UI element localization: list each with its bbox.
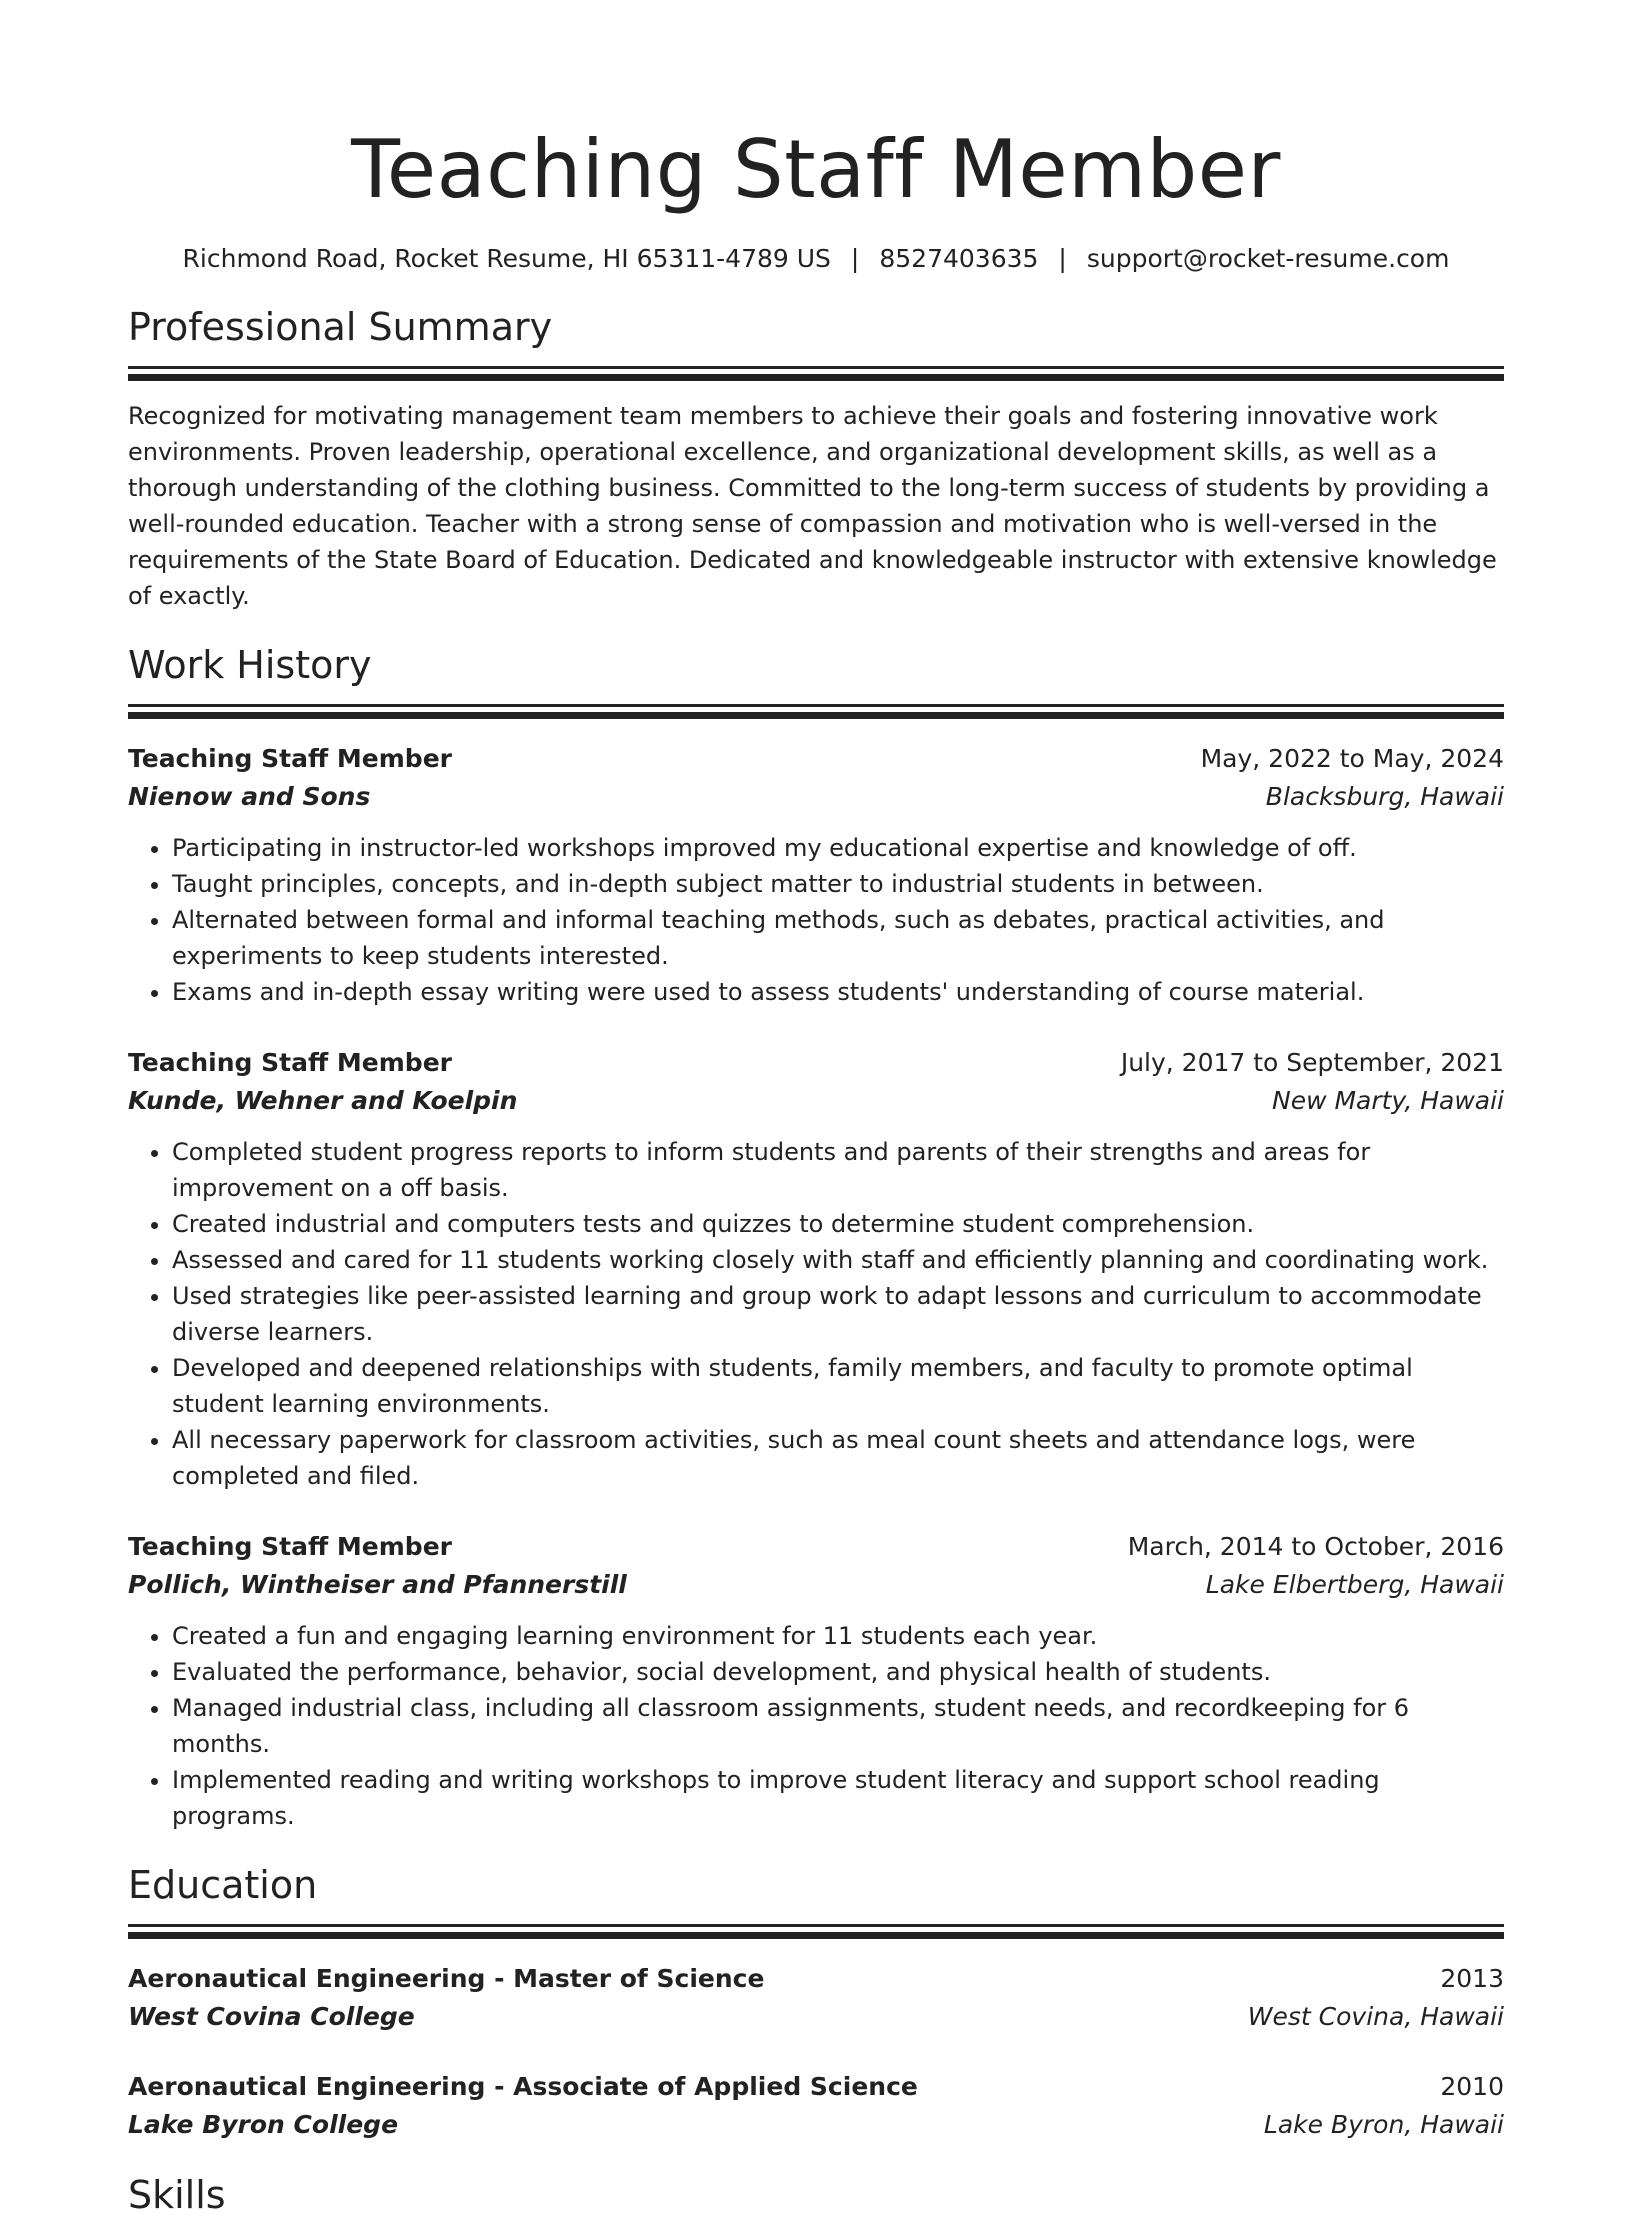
- skills-section: [128, 2170, 1504, 2220]
- job-bullet: • Implemented reading and writing workshops to improve student literacy and support school reading programs.: [172, 1762, 1504, 1834]
- job-bullet: • All necessary paperwork for classroom activities, such as meal count sheets and attendance logs, were completed and filed.: [172, 1422, 1504, 1494]
- education-school: Lake Byron College: [128, 2110, 399, 2139]
- education-section: [128, 1860, 1504, 2144]
- job-entry: [128, 740, 1504, 1010]
- job-location: Lake Elbertberg, Hawaii: [1205, 1570, 1504, 1599]
- job-dates: July, 2017 to September, 2021: [1120, 1048, 1504, 1077]
- job-dates: March, 2014 to October, 2016: [1127, 1532, 1504, 1561]
- job-bullet: • Managed industrial class, including all classroom assignments, student needs, and recordkeeping for 6 months.: [172, 1690, 1504, 1762]
- job-bullet: • Taught principles, concepts, and in-depth subject matter to industrial students in between.: [172, 866, 1504, 902]
- contact-address: Richmond Road, Rocket Resume, HI 65311-4789 US: [182, 244, 831, 273]
- job-company: Kunde, Wehner and Koelpin: [128, 1086, 518, 1115]
- contact-separator: |: [1058, 244, 1067, 273]
- job-bullet: • Completed student progress reports to inform students and parents of their strengths and areas for improvement on a off basis.: [172, 1134, 1504, 1206]
- job-bullets: [128, 830, 1504, 1010]
- job-location: New Marty, Hawaii: [1272, 1086, 1504, 1115]
- job-dates: May, 2022 to May, 2024: [1200, 744, 1504, 773]
- job-bullet: • Exams and in-depth essay writing were used to assess students' understanding of course material.: [172, 974, 1504, 1010]
- resume-name: Teaching Staff Member: [351, 123, 1281, 216]
- job-bullet: • Alternated between formal and informal teaching methods, such as debates, practical activities, and experiments to keep students interested.: [172, 902, 1504, 974]
- section-divider: [128, 366, 1504, 369]
- section-heading-education: Education: [128, 1863, 318, 1907]
- education-location: Lake Byron, Hawaii: [1263, 2110, 1504, 2139]
- job-bullets: [128, 1134, 1504, 1494]
- education-school: West Covina College: [128, 2002, 415, 2031]
- education-entry: [128, 2068, 1504, 2144]
- section-heading-skills: Skills: [128, 2173, 226, 2217]
- job-company: Nienow and Sons: [128, 782, 371, 811]
- education-degree: Aeronautical Engineering - Associate of Applied Science: [128, 2072, 918, 2101]
- section-heading-work-history: Work History: [128, 643, 372, 687]
- job-title: Teaching Staff Member: [128, 1048, 452, 1077]
- job-bullet: • Participating in instructor-led workshops improved my educational expertise and knowledge of off.: [172, 830, 1504, 866]
- education-year: 2010: [1440, 2072, 1504, 2101]
- section-heading-summary: Professional Summary: [128, 305, 553, 349]
- contact-phone: 8527403635: [879, 244, 1039, 273]
- job-bullet: • Evaluated the performance, behavior, social development, and physical health of students.: [172, 1654, 1504, 1690]
- work-history-section: [128, 640, 1504, 1834]
- job-location: Blacksburg, Hawaii: [1265, 782, 1504, 811]
- job-bullet: • Created industrial and computers tests and quizzes to determine student comprehension.: [172, 1206, 1504, 1242]
- education-entry: [128, 1960, 1504, 2036]
- contact-email: support@rocket-resume.com: [1086, 244, 1450, 273]
- job-bullet: • Created a fun and engaging learning environment for 11 students each year.: [172, 1618, 1504, 1654]
- education-location: West Covina, Hawaii: [1247, 2002, 1504, 2031]
- summary-section: [128, 302, 1504, 614]
- job-bullets: [128, 1618, 1504, 1834]
- job-bullet: • Assessed and cared for 11 students working closely with staff and efficiently planning and coordinating work.: [172, 1242, 1504, 1278]
- contact-line: [128, 242, 1504, 276]
- job-entry: [128, 1044, 1504, 1494]
- section-divider: [128, 704, 1504, 707]
- job-title: Teaching Staff Member: [128, 1532, 452, 1561]
- contact-separator: |: [850, 244, 860, 273]
- job-bullet: • Developed and deepened relationships with students, family members, and faculty to promote optimal student learning environments.: [172, 1350, 1504, 1422]
- education-degree: Aeronautical Engineering - Master of Science: [128, 1964, 765, 1993]
- job-company: Pollich, Wintheiser and Pfannerstill: [128, 1570, 627, 1599]
- summary-text: Recognized for motivating management team members to achieve their goals and fostering innovative work environments. Proven leadership, operational excellence, and organizational development skills, as well as a thorough understanding of the clothing business. Committed to the long-term success of students by providing a well-rounded education. Teacher with a strong sense of compassion and motivation who is well-versed in the requirements of the State Board of Education. Dedicated and knowledgeable instructor with extensive knowledge of exactly.: [128, 402, 1497, 610]
- job-bullet: • Used strategies like peer-assisted learning and group work to adapt lessons and curriculum to accommodate diverse learners.: [172, 1278, 1504, 1350]
- education-year: 2013: [1440, 1964, 1504, 1993]
- job-entry: [128, 1528, 1504, 1834]
- job-title: Teaching Staff Member: [128, 744, 452, 773]
- section-divider: [128, 1924, 1504, 1927]
